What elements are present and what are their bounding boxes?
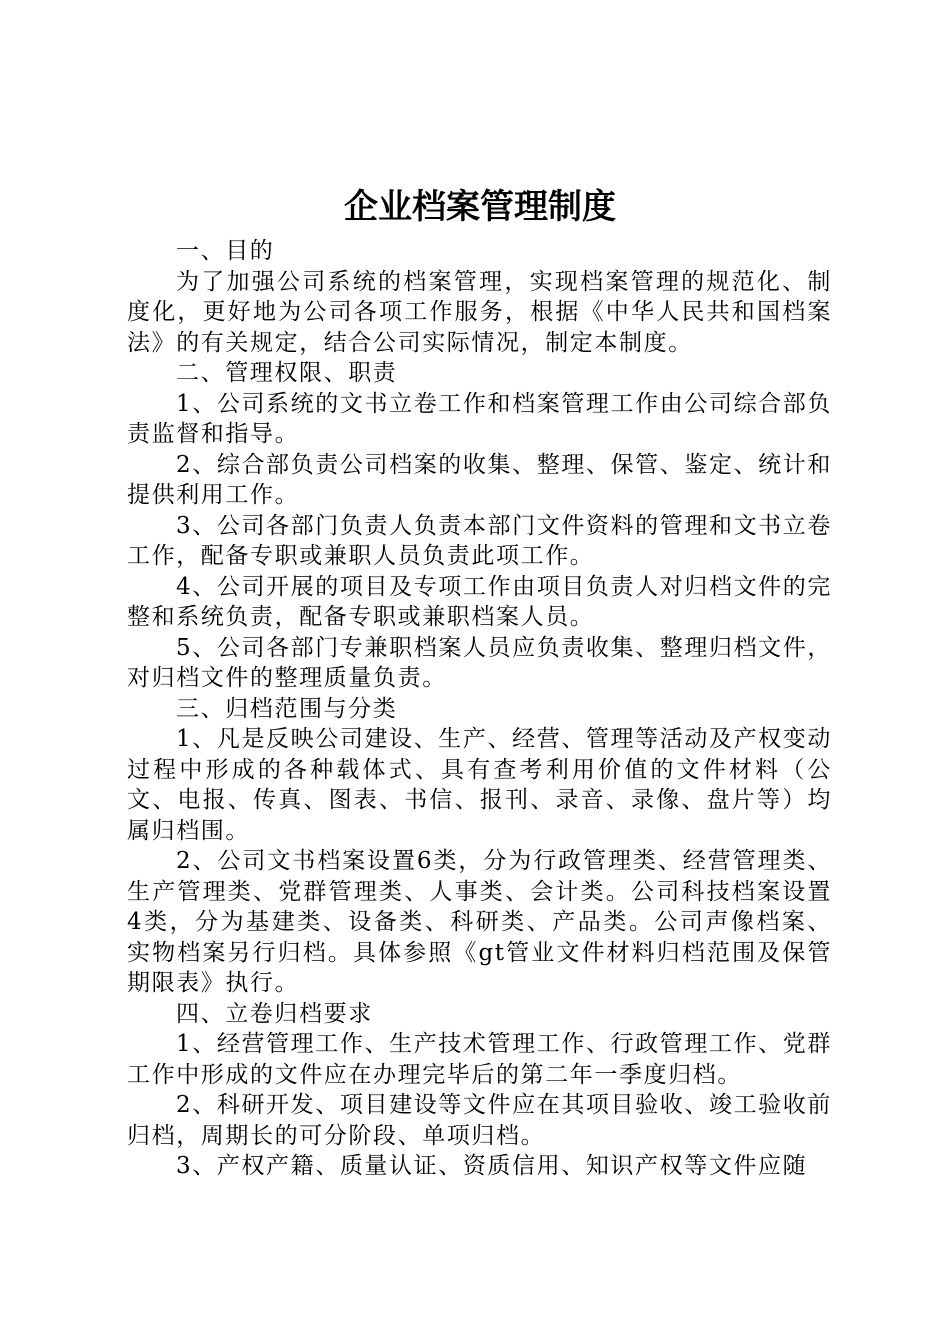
paragraph-authority-4: 4、公司开展的项目及专项工作由项目负责人对归档文件的完整和系统负责，配备专职或兼职档案人员。 — [127, 573, 832, 630]
paragraph-purpose: 为了加强公司系统的档案管理，实现档案管理的规范化、制度化，更好地为公司各项工作服务，根据《中华人民共和国档案法》的有关规定，结合公司实际情况，制定本制度。 — [127, 268, 832, 356]
paragraph-authority-2: 2、综合部负责公司档案的收集、整理、保管、鉴定、统计和提供利用工作。 — [127, 451, 832, 508]
section-heading-scope: 三、归档范围与分类 — [176, 695, 398, 722]
section-heading-authority: 二、管理权限、职责 — [176, 360, 398, 386]
section-heading-purpose: 一、目的 — [176, 238, 275, 264]
paragraph-requirements-1: 1、经营管理工作、生产技术管理工作、行政管理工作、党群工作中形成的文件应在办理完毕后的第二年一季度归档。 — [127, 1031, 832, 1088]
paragraph-scope-1: 1、凡是反映公司建设、生产、经营、管理等活动及产权变动过程中形成的各种载体式、具有查考利用价值的文件材料（公文、电报、传真、图表、书信、报刊、录音、录像、盘片等）均属归档围。 — [127, 726, 832, 844]
paragraph-requirements-2: 2、科研开发、项目建设等文件应在其项目验收、竣工验收前归档，周期长的可分阶段、单项归档。 — [127, 1092, 832, 1149]
paragraph-authority-1: 1、公司系统的文书立卷工作和档案管理工作由公司综合部负责监督和指导。 — [127, 390, 832, 447]
document-body — [127, 236, 832, 1182]
document-title: 企业档案管理制度 — [344, 187, 616, 227]
paragraph-authority-3: 3、公司各部门负责人负责本部门文件资料的管理和文书立卷工作，配备专职或兼职人员负责此项工作。 — [127, 512, 832, 569]
paragraph-scope-2: 2、公司文书档案设置6类，分为行政管理类、经营管理类、生产管理类、党群管理类、人事类、会计类。公司科技档案设置4类，分为基建类、设备类、科研类、产品类。公司声像档案、实物档案另行归档。具体参照《gt管业文件材料归档范围及保管期限表》执行。 — [127, 848, 832, 996]
paragraph-requirements-3: 3、产权产籍、质量认证、资质信用、知识产权等文件应随 — [176, 1153, 808, 1179]
paragraph-authority-5: 5、公司各部门专兼职档案人员应负责收集、整理归档文件，对归档文件的整理质量负责。 — [127, 634, 832, 691]
section-heading-requirements: 四、立卷归档要求 — [176, 1000, 373, 1027]
